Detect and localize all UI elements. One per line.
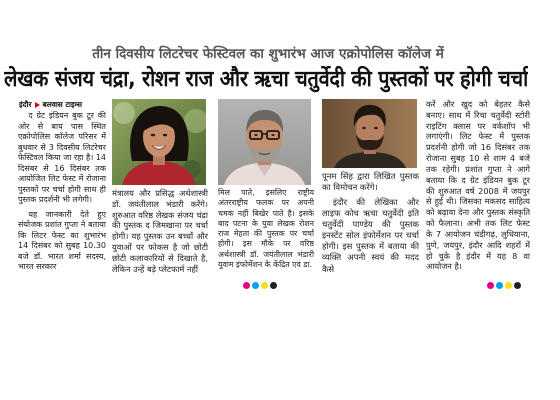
column-paragraph: मिल पाते, इसलिए राष्ट्रीय अंतरराष्ट्रीय फलक पर अपनी चमक नहीं बिखेर पाते है। इसके बाद पटना के युवा लेखक रोशन राज मेहता की पुस्तक पर चर्चा होगी। इस मौके पर वरिष्ठ अर्थशास्त्री डॉ. जयंतीलाल भंडारी युवाम इंफोर्मेशन के केंद्रित एवं डा. <box>218 188 314 269</box>
registration-mark <box>496 282 503 289</box>
portrait-young-man-photo <box>322 99 417 168</box>
author-photo-sanjay-chandra <box>112 99 206 185</box>
author-photo-roshan-raj <box>322 99 417 168</box>
column-paragraph: यह जानकारी देते हुए संयोजक प्रशांत गुप्ता ने बताया कि लिटर फेस्ट का शुभारंभ 14 दिसंबर को सुबह 10.30 बजे डॉ. भारत शर्मा सदस्य, भारत सरकार <box>18 209 106 272</box>
column-paragraph: करें और खुद को बेहतर कैसे बनाए। साथ में रिचा चतुर्वेदी स्टोरी राइटिंग क्लास पर वर्कशॉप भी लगाएंगी। लिट फेस्ट में पुस्तक प्रदर्शनी होगी जो 16 दिसंबर तक रोजाना सुबह 10 से शाम 4 बजे तक रहेगी। प्रशांत गुप्ता ने आगे बताया कि द ग्रेट इंडियन बुक टूर की शुरुआत वर्ष 2008 में जयपुर से हुई थी। जिसका मकसद साहित्य को बढ़ावा देना और पुस्तक संस्कृति को फैलाना। अभी तक लिट फेस्ट के 7 आयोजन चंडीगढ़, लुधियाना, पुणे, जयपुर, इंदौर आदि शहरों में हो चुके है इंदौर में यह 8 वा आयोजन है। <box>426 99 530 272</box>
registration-mark <box>261 282 268 289</box>
registration-mark <box>487 282 494 289</box>
main-headline <box>4 65 528 95</box>
registration-mark <box>270 282 277 289</box>
article-column-4 <box>322 171 419 275</box>
column-paragraph: इंदौर की लेखिका और लाइफ कोच ऋचा चतुर्वेदी इति चतुर्वेदी पाण्डेय की पुस्तक इनस्टेंट सोल इंफोर्मेशन पर चर्चा होगी। इस पुस्तक में बताया की व्यक्ति अपनी स्वयं की मदद कैसे <box>322 196 419 274</box>
registration-marks-center <box>243 282 277 290</box>
author-photo-economist <box>218 99 311 185</box>
registration-marks-right <box>487 282 521 290</box>
dateline <box>19 99 107 110</box>
kicker-text: तीन दिवसीय लिटरेचर फेस्टिवल का शुभारंभ आज एक्रोपोलिस कॉलेज में <box>92 46 444 62</box>
registration-mark <box>505 282 512 289</box>
dateline-source: बलवास टाइम्स <box>42 100 82 109</box>
article-column-1 <box>18 111 106 275</box>
registration-mark <box>243 282 250 289</box>
portrait-man-glasses-photo <box>218 99 311 185</box>
column-paragraph: द ग्रेट इंडियन बुक टूर की ओर से बाय पास स्थित एक्रोपोलिस कॉलेज परिसर में बुधवार से 3 दिवसीय लिटरेचर फेस्टिवल किया जा रहा है। 14 दिसंबर से 16 दिसंबर तक आयोजित लिट फेस्ट में रोजाना पुस्तकों पर चर्चा होगी साथ ही पुस्तक प्रदर्शनी भी लगेगी। <box>18 111 106 205</box>
article-column-5 <box>426 99 530 275</box>
headline-text: लेखक संजय चंद्रा, रोशन राज और ऋचा चतुर्वेदी की पुस्तकों पर होगी चर्चा <box>4 67 528 92</box>
column-paragraph: पूनम सिंह द्वारा लिखित पुस्तक का विमोचन करेंगे। <box>322 171 419 193</box>
dateline-inner <box>19 99 82 110</box>
registration-mark <box>252 282 259 289</box>
registration-mark <box>514 282 521 289</box>
article-column-3 <box>218 188 314 275</box>
portrait-woman-photo <box>112 99 206 185</box>
dateline-city: इंदौर <box>19 100 32 109</box>
column-paragraph: मंत्रालय और प्रसिद्ध अर्थशास्त्री डॉ. जयंतीलाल भंडारी करेंगे। शुरुआत वरिष्ठ लेखक संजय चंद्रा की पुस्तक द जिमखाना पर चर्चा होगी। यह पुस्तक उन बच्चों और युवाओं पर फोकस है जो छोटी छोटी कलाकारियों से दिखाते है, लेकिन उन्हें बड़े प्लेटफार्म नहीं <box>112 188 208 274</box>
article-column-2 <box>112 188 208 275</box>
kicker-headline <box>58 45 478 63</box>
red-arrow-icon <box>35 102 40 108</box>
